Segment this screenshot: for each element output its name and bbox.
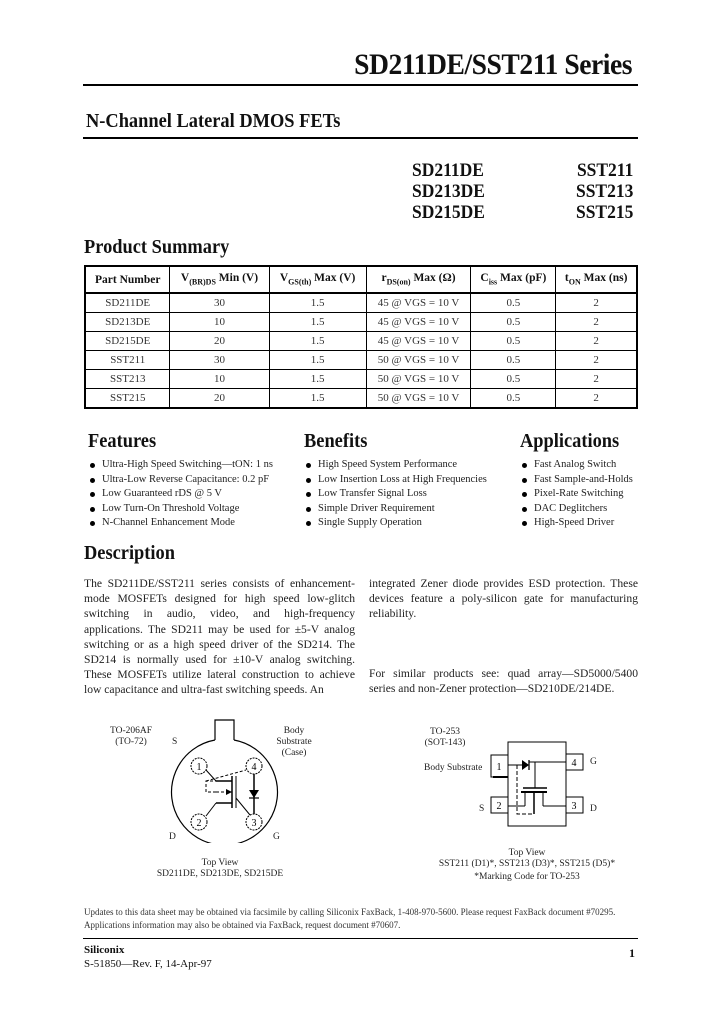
features-title: Features (88, 430, 157, 452)
svg-text:1: 1 (196, 762, 202, 773)
col-header-rdson: $r_{DS(on)}$ Max (Ω) (366, 266, 471, 293)
product-summary-title: Product Summary (84, 236, 230, 258)
cell-vgsth: 1.5 (269, 351, 366, 370)
col-header-ton: $t_{ON}$ Max (ns) (556, 266, 637, 293)
description-col2-p2: For similar products see: quad array—SD5000/5400 series and non-Zener protection—SD210DE/214DE. (369, 667, 638, 696)
cell-part: SD213DE (85, 313, 170, 332)
to206af-package-diagram (170, 718, 280, 843)
package-name: TO-206AF (109, 726, 153, 736)
series-title: SD211DE/SST211 Series (354, 48, 632, 81)
svg-text:4: 4 (251, 762, 257, 773)
pin-label-d: D (590, 804, 597, 814)
page-number: 1 (629, 946, 635, 960)
package-alt-name: (SOT-143) (424, 738, 466, 748)
table-row (85, 332, 637, 351)
part-list-sst (576, 160, 633, 223)
marking-note: *Marking Code for TO-253 (474, 872, 580, 882)
cell-vbrds: 10 (170, 370, 269, 389)
cell-ton: 2 (556, 313, 637, 332)
description-col2-p1: integrated Zener diode provides ESD protection. These devices feature a poly-silicon gate for manufacturing reliability. (369, 577, 638, 621)
view-label: Top View (508, 848, 546, 858)
part-name: SD215DE (412, 202, 485, 223)
body-substrate-label: Body Substrate (424, 763, 483, 773)
col-header-vbrds: $V_{(BR)DS}$ Min (V) (170, 266, 269, 293)
benefits-title: Benefits (304, 430, 368, 452)
cell-ton: 2 (556, 332, 637, 351)
cell-vgsth: 1.5 (269, 313, 366, 332)
part-name: SD213DE (412, 181, 485, 202)
datasheet-notes (84, 906, 644, 932)
list-item: DAC Deglitchers (520, 502, 633, 517)
cell-vbrds: 20 (170, 389, 269, 409)
cell-ciss: 0.5 (471, 370, 556, 389)
pin-label-s: S (479, 804, 485, 814)
body-label-line: Body (283, 726, 305, 736)
body-label-line: Substrate (276, 737, 312, 747)
col-header-vgsth: $V_{GS(th)}$ Max (V) (269, 266, 366, 293)
product-summary-table (84, 265, 638, 409)
list-item: Fast Sample-and-Holds (520, 473, 633, 488)
list-item: Single Supply Operation (304, 516, 487, 531)
cell-vgsth: 1.5 (269, 293, 366, 313)
part-name: SD211DE (412, 160, 484, 181)
pin-label-d: D (169, 832, 176, 842)
cell-part: SD215DE (85, 332, 170, 351)
svg-text:3: 3 (251, 818, 257, 829)
cell-part: SST211 (85, 351, 170, 370)
list-item: Low Guaranteed rDS @ 5 V (88, 487, 273, 502)
header-rule (83, 84, 638, 86)
cell-part: SST215 (85, 389, 170, 409)
description-col1: The SD211DE/SST211 series consists of enhancement-mode MOSFETs designed for high speed low-glitch switching in audio, video, and high-frequency applications. The SD211 may be used for ±5-V analog switching or as a high speed driver of the SD214. The SD214 is normally used for ±10-V analog switching. These MOSFETs utilize lateral construction to achieve low capacitance and ultra-fast switching speeds. An (84, 577, 355, 697)
package-alt-name: (TO-72) (115, 737, 147, 747)
table-row (85, 293, 637, 313)
svg-text:2: 2 (196, 818, 202, 829)
cell-ton: 2 (556, 389, 637, 409)
to253-package-diagram (489, 740, 585, 828)
table-header-row (85, 266, 637, 293)
list-item: N-Channel Enhancement Mode (88, 516, 273, 531)
part-name: SST215 (575, 202, 633, 223)
cell-vgsth: 1.5 (269, 370, 366, 389)
pin-label-g: G (590, 757, 597, 767)
note-line: Applications information may also be obtained via FaxBack, request document #70607. (84, 920, 401, 930)
cell-ton: 2 (556, 370, 637, 389)
col-header-ciss: $C_{iss}$ Max (pF) (471, 266, 556, 293)
subtitle-rule (83, 137, 638, 139)
cell-rdson: 45 @ VGS = 10 V (366, 313, 471, 332)
col-header-part-number: Part Number (85, 266, 170, 293)
note-line: Updates to this data sheet may be obtained via facsimile by calling Siliconix FaxBack, 1-408-970-5600. Please request FaxBack document #70295. (84, 907, 616, 917)
cell-part: SD211DE (85, 293, 170, 313)
table-row (85, 389, 637, 409)
cell-ton: 2 (556, 351, 637, 370)
body-label-line: (Case) (281, 748, 307, 758)
cell-vbrds: 10 (170, 313, 269, 332)
cell-ciss: 0.5 (471, 293, 556, 313)
list-item: Ultra-Low Reverse Capacitance: 0.2 pF (88, 473, 273, 488)
list-item: Simple Driver Requirement (304, 502, 487, 517)
list-item: Fast Analog Switch (520, 458, 633, 473)
footer-doc-number: S-51850—Rev. F, 14-Apr-97 (84, 958, 212, 970)
svg-text:2: 2 (496, 801, 502, 812)
cell-part: SST213 (85, 370, 170, 389)
cell-ciss: 0.5 (471, 389, 556, 409)
table-row (85, 313, 637, 332)
table-row (85, 351, 637, 370)
benefits-list (304, 458, 487, 531)
list-item: High Speed System Performance (304, 458, 487, 473)
cell-vgsth: 1.5 (269, 389, 366, 409)
part-name: SST213 (575, 181, 633, 202)
list-item: Low Insertion Loss at High Frequencies (304, 473, 487, 488)
pin-label-s: S (172, 737, 178, 747)
package-name: TO-253 (430, 727, 460, 737)
list-item: High-Speed Driver (520, 516, 633, 531)
right-package-label (420, 727, 470, 749)
cell-vbrds: 20 (170, 332, 269, 351)
list-item: Low Turn-On Threshold Voltage (88, 502, 273, 517)
cell-ton: 2 (556, 293, 637, 313)
list-item: Ultra-High Speed Switching—tON: 1 ns (88, 458, 273, 473)
right-diagram-caption (412, 848, 642, 883)
cell-ciss: 0.5 (471, 351, 556, 370)
table-row (85, 370, 637, 389)
applications-title: Applications (520, 430, 620, 452)
cell-rdson: 50 @ VGS = 10 V (366, 389, 471, 409)
footer-rule (83, 938, 638, 939)
pin-label-g: G (273, 832, 280, 842)
description-title: Description (84, 542, 175, 564)
left-package-label (106, 726, 156, 748)
cell-vbrds: 30 (170, 351, 269, 370)
features-list (88, 458, 273, 531)
part-list-sd (412, 160, 485, 223)
svg-text:3: 3 (571, 801, 577, 812)
svg-text:4: 4 (571, 758, 577, 769)
view-label: Top View (201, 858, 239, 868)
cell-rdson: 45 @ VGS = 10 V (366, 293, 471, 313)
applications-list (520, 458, 633, 531)
cell-rdson: 45 @ VGS = 10 V (366, 332, 471, 351)
part-name: SST211 (576, 160, 633, 181)
left-diagram-caption (130, 858, 310, 880)
footer-company: Siliconix (84, 944, 125, 956)
parts-label: SST211 (D1)*, SST213 (D3)*, SST215 (D5)* (438, 859, 616, 869)
cell-rdson: 50 @ VGS = 10 V (366, 370, 471, 389)
cell-vbrds: 30 (170, 293, 269, 313)
svg-text:1: 1 (496, 762, 502, 773)
parts-label: SD211DE, SD213DE, SD215DE (156, 869, 284, 879)
list-item: Pixel-Rate Switching (520, 487, 633, 502)
list-item: Low Transfer Signal Loss (304, 487, 487, 502)
cell-ciss: 0.5 (471, 332, 556, 351)
page-subtitle: N-Channel Lateral DMOS FETs (86, 110, 341, 132)
cell-ciss: 0.5 (471, 313, 556, 332)
cell-rdson: 50 @ VGS = 10 V (366, 351, 471, 370)
cell-vgsth: 1.5 (269, 332, 366, 351)
